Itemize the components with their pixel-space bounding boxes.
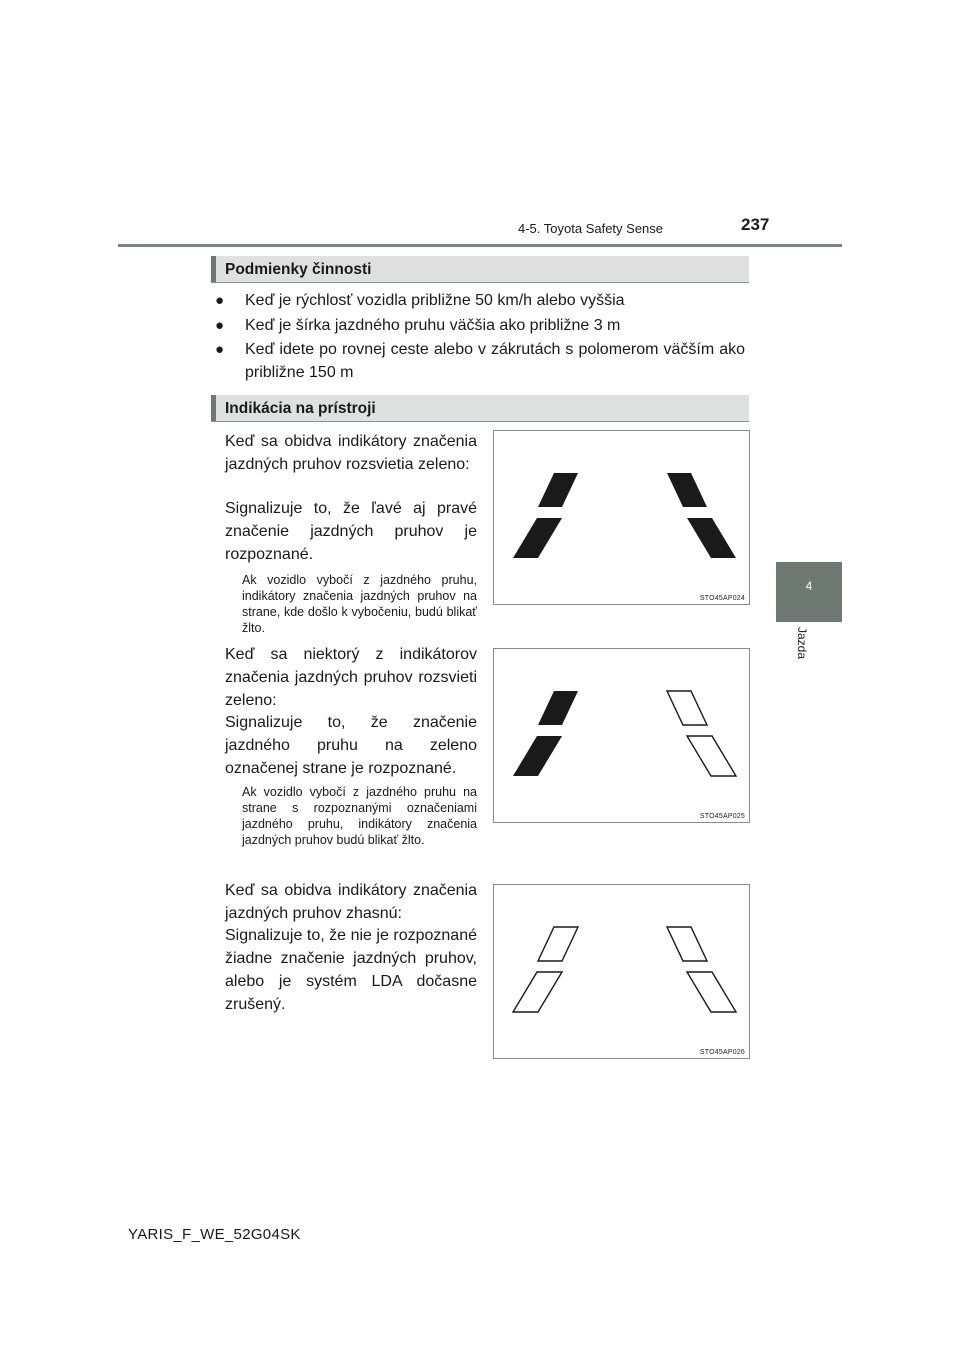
indication-text: Signalizuje to, že nie je rozpoznané žiadne značenie jazdných pruhov, alebo je systém LDA dočasne zrušený. — [225, 927, 477, 1013]
figure-code: STO45AP025 — [699, 813, 745, 820]
indication-note: Ak vozidlo vybočí z jazdného pruhu, indikátory značenia jazdných pruhov na strane, kde došlo k vybočeniu, budú blikať žlto. — [242, 573, 477, 635]
indication-heading: Keď sa obidva indikátory značenia jazdných pruhov rozsvietia zeleno: — [225, 433, 477, 473]
lane-mark-right-lower-icon — [687, 736, 736, 776]
lane-mark-right-upper-icon — [667, 473, 707, 507]
section-header-indication — [211, 395, 749, 422]
bullet-item: ● Keď idete po rovnej ceste alebo v zákrutách s polomerom väčším ako približne 150 m — [215, 338, 745, 386]
footer-doc-code: YARIS_F_WE_52G04SK — [128, 1226, 301, 1243]
lane-indicator-illustration — [494, 649, 749, 822]
figure-both-lanes-lit — [493, 430, 750, 605]
bullet-item: ● Keď je rýchlosť vozidla približne 50 km/h alebo vyššia — [215, 289, 745, 313]
indication-text: Signalizuje to, že značenie jazdného pruhu na zeleno označenej strane je rozpoznané. — [225, 714, 477, 777]
bullet-dot-icon: ● — [215, 317, 225, 334]
figure-code: STO45AP024 — [699, 595, 745, 602]
lane-mark-left-upper-icon — [538, 691, 578, 725]
lane-indicator-illustration — [494, 431, 749, 604]
lane-mark-left-lower-icon — [513, 736, 562, 776]
lane-mark-right-upper-icon — [667, 691, 707, 725]
bullet-dot-icon: ● — [215, 292, 225, 309]
indication-heading: Keď sa obidva indikátory značenia jazdných pruhov zhasnú: — [225, 882, 477, 922]
lane-mark-right-lower-icon — [687, 518, 736, 558]
figure-one-lane-lit — [493, 648, 750, 823]
lane-mark-left-upper-icon — [538, 927, 578, 961]
chapter-label: Jazda — [795, 627, 809, 660]
indication-note: Ak vozidlo vybočí z jazdného pruhu na strane s rozpoznanými označeniami jazdného pruhu, indikátory značenia jazdných pruhov budú blikať žlto. — [242, 785, 477, 847]
chapter-tab — [776, 562, 842, 622]
section-header-conditions — [211, 256, 749, 283]
running-header-title: 4-5. Toyota Safety Sense — [518, 221, 664, 236]
page-number: 237 — [741, 215, 770, 234]
lane-mark-left-upper-icon — [538, 473, 578, 507]
bullet-item: ● Keď je šírka jazdného pruhu väčšia ako približne 3 m — [215, 314, 745, 338]
section-title: Podmienky činnosti — [225, 261, 372, 278]
header-rule — [118, 244, 842, 247]
lane-mark-left-lower-icon — [513, 972, 562, 1012]
lane-mark-right-upper-icon — [667, 927, 707, 961]
figure-code: STO45AP026 — [699, 1049, 745, 1056]
bullet-dot-icon: ● — [215, 341, 225, 358]
chapter-number: 4 — [805, 579, 813, 593]
lane-mark-left-lower-icon — [513, 518, 562, 558]
lane-mark-right-lower-icon — [687, 972, 736, 1012]
figure-no-lanes-lit — [493, 884, 750, 1059]
lane-indicator-illustration — [494, 885, 749, 1058]
indication-heading: Keď sa niektorý z indikátorov značenia jazdných pruhov rozsvieti zeleno: — [225, 646, 477, 709]
section-title: Indikácia na prístroji — [225, 400, 376, 417]
indication-text: Signalizuje to, že ľavé aj pravé značenie jazdných pruhov je rozpoznané. — [225, 500, 477, 563]
